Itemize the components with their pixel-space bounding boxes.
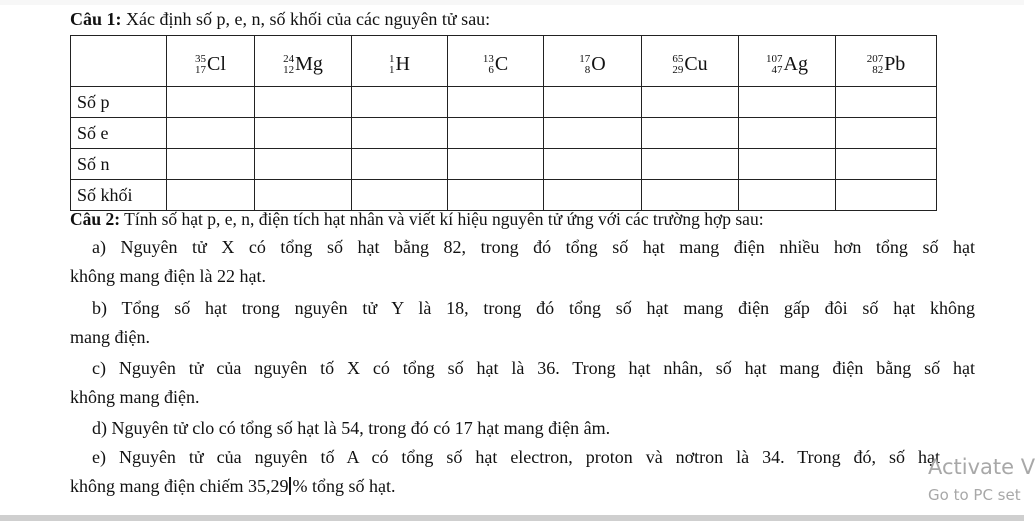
atomic-number: 82 xyxy=(872,63,884,76)
row-label: Số p xyxy=(71,87,167,118)
element-symbol: Pb xyxy=(884,53,906,76)
answer-cell[interactable] xyxy=(739,118,836,149)
answer-cell[interactable] xyxy=(167,87,255,118)
row-label: Số n xyxy=(71,149,167,180)
item-a xyxy=(70,233,975,291)
element-symbol: C xyxy=(494,53,509,76)
atom-table xyxy=(70,35,937,211)
mass-number: 207 xyxy=(866,52,884,65)
item-d-line-1: d) Nguyên tử clo có tổng số hạt là 54, trong đó có 17 hạt mang điện âm. xyxy=(92,418,611,438)
item-e xyxy=(70,443,975,501)
answer-cell[interactable] xyxy=(352,87,448,118)
answer-cell[interactable] xyxy=(255,118,352,149)
window-bottom-edge xyxy=(0,515,1024,521)
atom-header-cell xyxy=(739,36,836,87)
answer-cell[interactable] xyxy=(642,149,739,180)
item-b xyxy=(70,294,975,352)
nuclide-symbol xyxy=(483,53,508,76)
answer-cell[interactable] xyxy=(352,180,448,211)
nuclide-symbol xyxy=(672,53,707,76)
atomic-number: 8 xyxy=(584,63,591,76)
atomic-number: 47 xyxy=(771,63,783,76)
question-1-heading xyxy=(70,8,490,30)
atomic-number: 17 xyxy=(195,63,207,76)
element-symbol: Cu xyxy=(684,53,708,76)
answer-cell[interactable] xyxy=(544,118,642,149)
mass-number: 65 xyxy=(672,52,684,65)
answer-cell[interactable] xyxy=(255,87,352,118)
mass-number: 1 xyxy=(389,52,395,65)
row-label: Số e xyxy=(71,118,167,149)
item-e-line-2 xyxy=(70,472,975,501)
atom-header-cell xyxy=(448,36,544,87)
question-1-label: Câu 1: xyxy=(70,9,122,29)
activation-watermark-subtitle: Go to PC set xyxy=(928,486,1021,504)
nuclide-symbol xyxy=(195,53,226,76)
answer-cell[interactable] xyxy=(739,180,836,211)
atom-header-cell xyxy=(167,36,255,87)
atomic-number: 6 xyxy=(488,63,494,76)
answer-cell[interactable] xyxy=(544,149,642,180)
row-label: Số khối xyxy=(71,180,167,211)
answer-cell[interactable] xyxy=(836,149,937,180)
atom-header-cell xyxy=(255,36,352,87)
answer-cell[interactable] xyxy=(642,180,739,211)
mass-number: 17 xyxy=(579,52,591,65)
atom-header-cell xyxy=(836,36,937,87)
nuclide-symbol xyxy=(579,53,605,76)
table-row xyxy=(71,87,937,118)
item-d xyxy=(70,414,975,443)
atomic-number: 12 xyxy=(283,63,295,76)
element-symbol: H xyxy=(395,53,410,76)
atom-header-row xyxy=(71,36,937,87)
item-c-line-2: không mang điện. xyxy=(70,387,200,407)
element-symbol: Cl xyxy=(207,53,226,76)
answer-cell[interactable] xyxy=(836,180,937,211)
answer-cell[interactable] xyxy=(167,118,255,149)
corner-cell xyxy=(71,36,167,87)
item-a-line-1: a) Nguyên tử X có tổng số hạt bằng 82, trong đó tổng số hạt mang điện nhiều hơn tổng số hạt xyxy=(92,237,975,257)
question-2-label: Câu 2: xyxy=(70,209,121,229)
answer-cell[interactable] xyxy=(448,118,544,149)
element-symbol: O xyxy=(591,53,606,76)
answer-cell[interactable] xyxy=(739,149,836,180)
atom-header-cell xyxy=(352,36,448,87)
question-2-heading xyxy=(70,208,764,230)
atom-header-cell xyxy=(642,36,739,87)
item-e-line-1: e) Nguyên tử của nguyên tố A có tổng số hạt electron, proton và nơtron là 34. Trong đó, số hạt xyxy=(92,447,940,467)
answer-cell[interactable] xyxy=(642,118,739,149)
element-symbol: Mg xyxy=(295,53,323,76)
answer-cell[interactable] xyxy=(739,87,836,118)
item-a-line-2: không mang điện là 22 hạt. xyxy=(70,266,266,286)
answer-cell[interactable] xyxy=(255,180,352,211)
answer-cell[interactable] xyxy=(352,118,448,149)
mass-number: 107 xyxy=(766,52,783,65)
item-c-line-1: c) Nguyên tử của nguyên tố X có tổng số hạt là 36. Trong hạt nhân, số hạt mang điện bằng số hạt xyxy=(92,358,975,378)
mass-number: 35 xyxy=(195,52,207,65)
answer-cell[interactable] xyxy=(448,180,544,211)
answer-cell[interactable] xyxy=(642,87,739,118)
table-row xyxy=(71,180,937,211)
item-b-line-2: mang điện. xyxy=(70,327,150,347)
cropped-top-strip xyxy=(0,0,1024,5)
mass-number: 24 xyxy=(283,52,295,65)
atomic-number: 1 xyxy=(389,63,395,76)
item-e-text-after-cursor: % tổng số hạt. xyxy=(292,476,396,496)
question-1-text: Xác định số p, e, n, số khối của các nguyên tử sau: xyxy=(126,9,491,29)
element-symbol: Ag xyxy=(783,53,808,76)
item-e-text-before-cursor: không mang điện chiếm 35,29 xyxy=(70,476,289,496)
answer-cell[interactable] xyxy=(836,87,937,118)
nuclide-symbol xyxy=(766,53,808,76)
answer-cell[interactable] xyxy=(167,149,255,180)
table-row xyxy=(71,118,937,149)
item-b-line-1: b) Tổng số hạt trong nguyên tử Y là 18, trong đó tổng số hạt mang điện gấp đôi số hạt không xyxy=(92,298,975,318)
answer-cell[interactable] xyxy=(352,149,448,180)
activation-watermark-title: Activate V xyxy=(928,455,1035,479)
answer-cell[interactable] xyxy=(836,118,937,149)
answer-cell[interactable] xyxy=(448,87,544,118)
nuclide-symbol xyxy=(283,53,323,76)
answer-cell[interactable] xyxy=(448,149,544,180)
atomic-number: 29 xyxy=(672,63,684,76)
answer-cell[interactable] xyxy=(544,87,642,118)
answer-cell[interactable] xyxy=(167,180,255,211)
nuclide-symbol xyxy=(389,53,410,76)
answer-cell[interactable] xyxy=(255,149,352,180)
answer-cell[interactable] xyxy=(544,180,642,211)
atom-header-cell xyxy=(544,36,642,87)
question-2-text: Tính số hạt p, e, n, điện tích hạt nhân và viết kí hiệu nguyên tử ứng với các trường hợp sau: xyxy=(124,209,764,229)
nuclide-symbol xyxy=(867,53,906,76)
item-c xyxy=(70,354,975,412)
table-row xyxy=(71,149,937,180)
mass-number: 13 xyxy=(482,52,494,65)
